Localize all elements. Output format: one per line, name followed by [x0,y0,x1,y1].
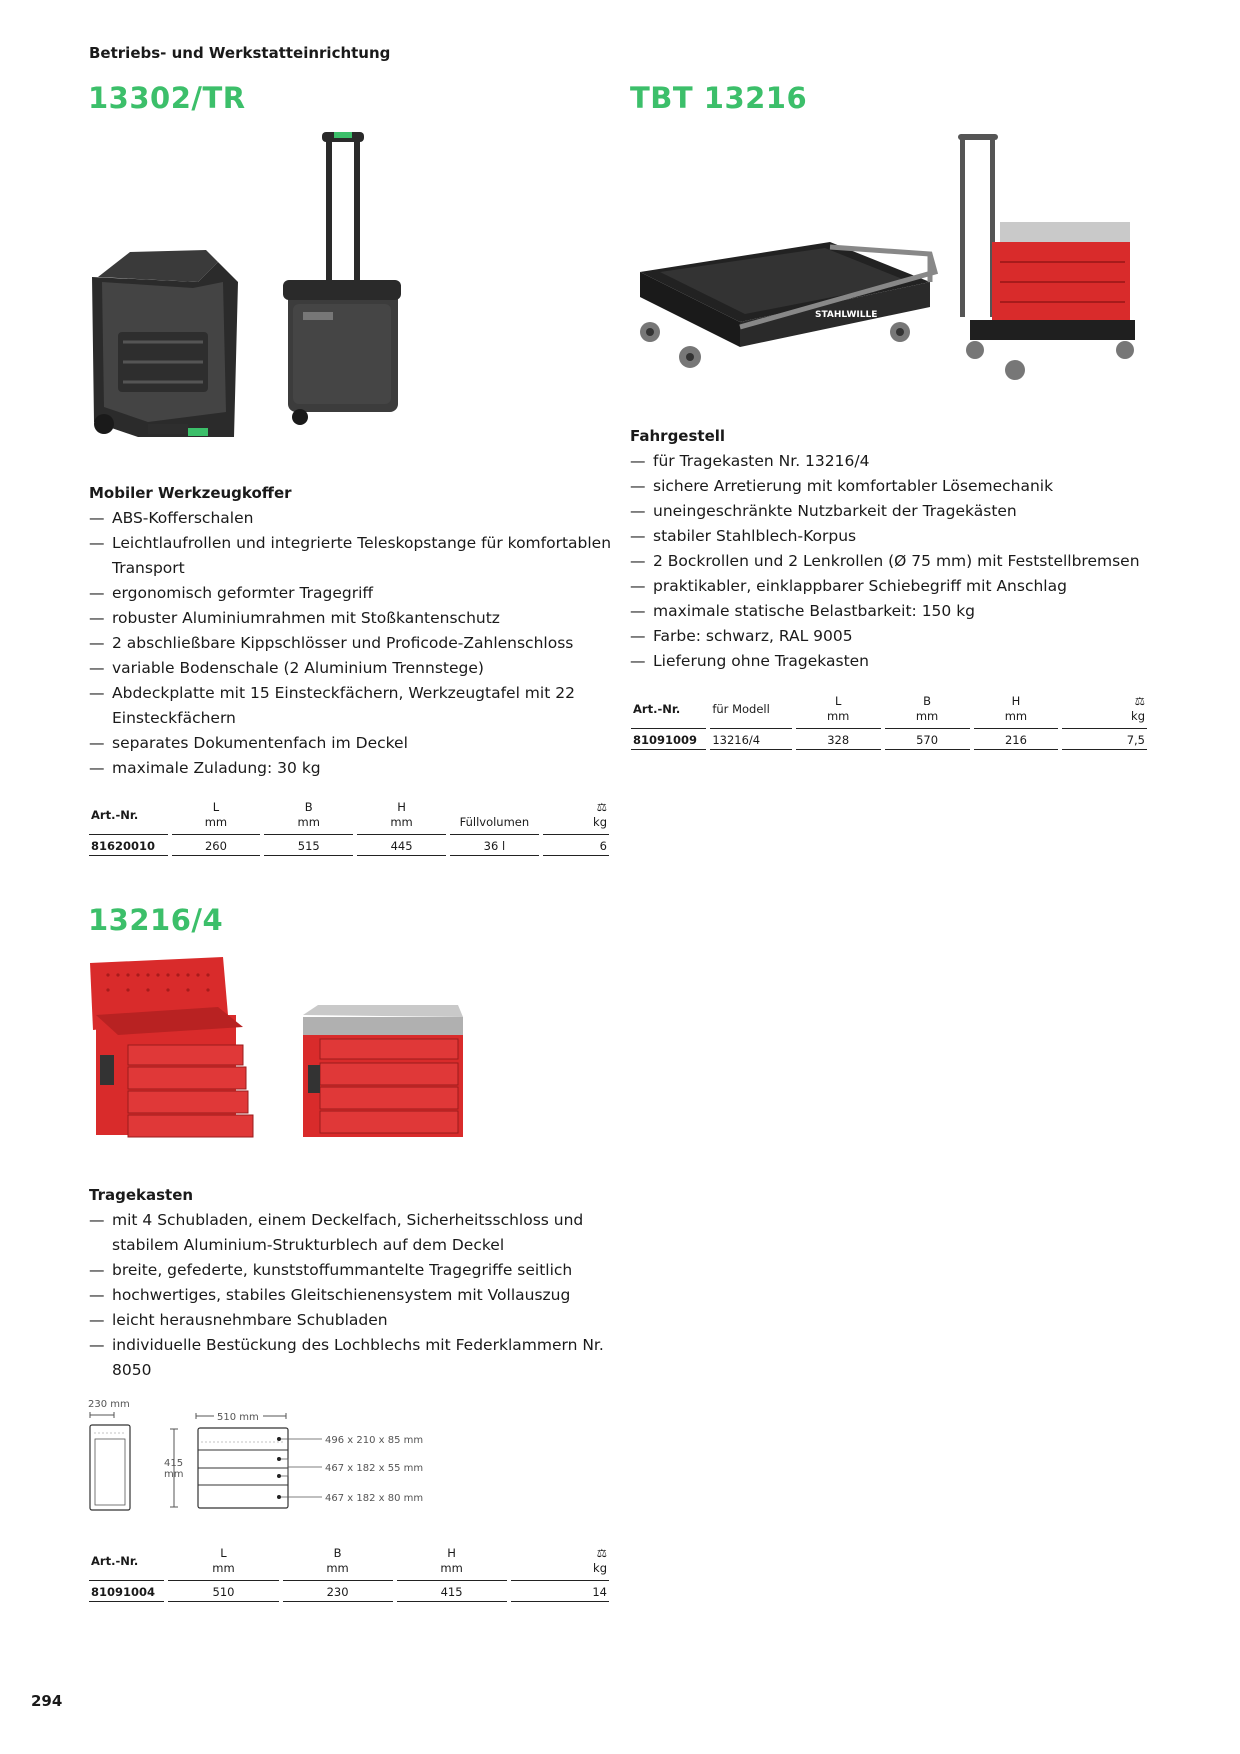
col-art: Art.-Nr. [89,1546,164,1581]
case-subtitle: Mobiler Werkzeugkoffer [89,484,292,502]
svg-text:STAHLWILLE: STAHLWILLE [815,310,878,320]
col-weight: ⚖ kg [543,800,609,835]
scale-icon: ⚖ [596,800,607,814]
case-product-image [88,132,448,447]
col-art: Art.-Nr. [89,800,168,835]
closed-toolbox-illustration [303,1005,463,1137]
height-value-label: 415 [164,1458,184,1469]
col-l: L mm [172,800,261,835]
col-l: L mm [796,694,881,729]
dimension-diagram [86,1395,446,1520]
trolley-case-illustration [283,132,401,425]
table-row: 81091004 510 230 415 14 [89,1581,609,1602]
table-row: 81620010 260 515 445 36 l 6 [89,835,609,856]
cart-subtitle: Fahrgestell [630,427,726,445]
cart-feature-item: — Farbe: schwarz, RAL 9005 [630,624,1190,649]
col-h: H mm [357,800,446,835]
cart-feature-item: — maximale statische Belastbarkeit: 150 kg [630,599,1190,624]
cart-product-image [630,132,1150,402]
col-b: B mm [264,800,353,835]
cart-feature-item: — für Tragekasten Nr. 13216/4 [630,449,1190,474]
cart-feature-item: — sichere Arretierung mit komfortabler Lösemechanik [630,474,1190,499]
box-feature-list [89,1208,614,1383]
scale-icon: ⚖ [1134,694,1145,708]
case-feature-item: — maximale Zuladung: 30 kg [89,756,614,781]
cart-feature-item: — 2 Bockrollen und 2 Lenkrollen (Ø 75 mm) mit Feststellbremsen [630,549,1190,574]
box-subtitle: Tragekasten [89,1186,194,1204]
cart-spec-table [627,694,1151,750]
case-feature-item: — ABS-Kofferschalen [89,506,614,531]
box-feature-item: — breite, gefederte, kunststoffummantelte Tragegriffe seitlich [89,1258,614,1283]
col-h: H mm [974,694,1059,729]
drawer-mid-label: 467 x 182 x 55 mm [325,1463,424,1474]
box-product-image [88,955,488,1155]
case-feature-item: — variable Bodenschale (2 Aluminium Trennstege) [89,656,614,681]
cart-with-toolbox-illustration [958,134,1135,380]
case-spec-table [85,800,613,856]
col-art: Art.-Nr. [631,694,706,729]
cart-feature-item: — praktikabler, einklappbarer Schiebegriff mit Anschlag [630,574,1190,599]
col-weight: ⚖ kg [1062,694,1147,729]
product-title-cart: TBT 13216 [630,81,808,115]
col-weight: ⚖ kg [511,1546,609,1581]
box-feature-item: — individuelle Bestückung des Lochblechs mit Federklammern Nr. 8050 [89,1333,614,1383]
case-feature-item: — robuster Aluminiumrahmen mit Stoßkantenschutz [89,606,614,631]
case-feature-item: — 2 abschließbare Kippschlösser und Proficode-Zahlenschloss [89,631,614,656]
col-volume: Füllvolumen [450,800,539,835]
section-header: Betriebs- und Werkstatteinrichtung [89,44,391,62]
cart-feature-item: — stabiler Stahlblech-Korpus [630,524,1190,549]
case-feature-item: — Leichtlaufrollen und integrierte Teleskopstange für komfortablen Transport [89,531,614,581]
page-number: 294 [31,1692,63,1710]
case-feature-item: — separates Dokumentenfach im Deckel [89,731,614,756]
case-feature-item: — ergonomisch geformter Tragegriff [89,581,614,606]
case-feature-list [89,506,614,781]
cart-feature-list [630,449,1190,674]
case-feature-item: — Abdeckplatte mit 15 Einsteckfächern, Werkzeugtafel mit 22 Einsteckfächern [89,681,614,731]
cart-illustration [640,242,935,368]
box-spec-table [85,1546,613,1602]
product-title-box: 13216/4 [88,903,224,937]
col-b: B mm [885,694,970,729]
open-toolbox-illustration [90,957,253,1137]
box-feature-item: — mit 4 Schubladen, einem Deckelfach, Sicherheitsschloss und stabilem Aluminium-Strukturblech auf dem Deckel [89,1208,614,1258]
col-l: L mm [168,1546,278,1581]
cart-feature-item: — uneingeschränkte Nutzbarkeit der Tragekästen [630,499,1190,524]
height-unit-label: mm [164,1469,184,1480]
scale-icon: ⚖ [596,1546,607,1560]
depth-label: 230 mm [88,1399,130,1410]
box-feature-item: — leicht herausnehmbare Schubladen [89,1308,614,1333]
col-model: für Modell [710,694,791,729]
product-title-case: 13302/TR [88,81,246,115]
box-feature-item: — hochwertiges, stabiles Gleitschienensystem mit Vollauszug [89,1283,614,1308]
open-case-illustration [92,250,238,437]
drawer-top-label: 496 x 210 x 85 mm [325,1435,424,1446]
cart-feature-item: — Lieferung ohne Tragekasten [630,649,1190,674]
col-b: B mm [283,1546,393,1581]
col-h: H mm [397,1546,507,1581]
table-row: 81091009 13216/4 328 570 216 7,5 [631,729,1147,750]
width-label: 510 mm [217,1412,259,1423]
drawer-bottom-label: 467 x 182 x 80 mm [325,1493,424,1504]
